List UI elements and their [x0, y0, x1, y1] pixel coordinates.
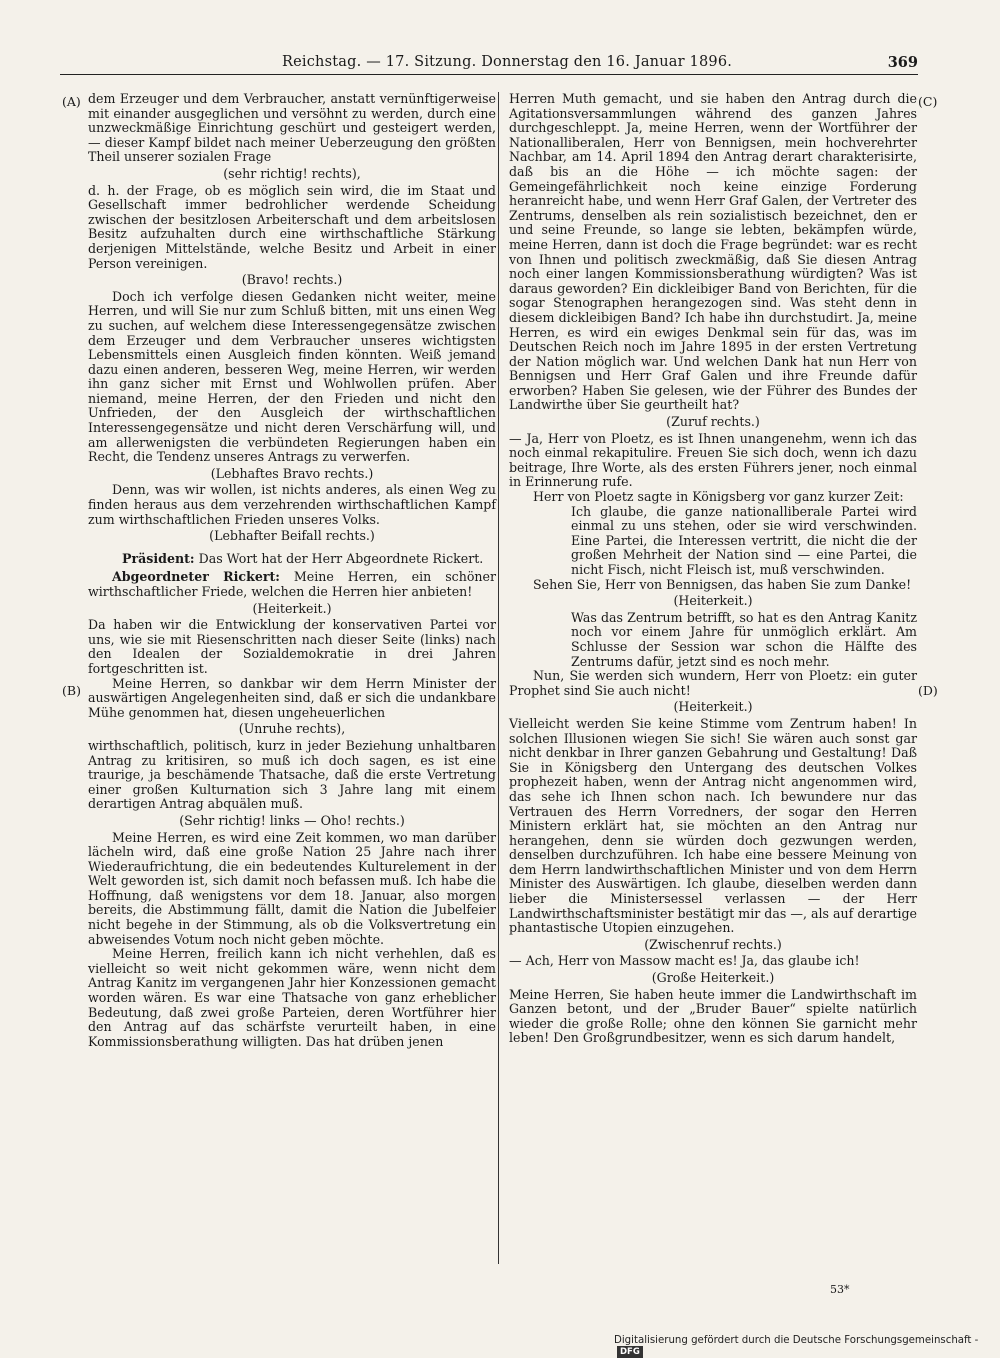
signature-mark: 53*: [830, 1283, 850, 1296]
paragraph: [88, 290, 496, 465]
paragraph-text: — Ja, Herr von Ploetz, es ist Ihnen unangenehm, wenn ich das noch einmal rekapitulire. Freuen Sie sich doch, wenn ich dazu beitrage, Ihre Worte, als des ersten Führers jener, noch einmal in Erinnerung rufe.: [509, 430, 917, 490]
paragraph: [509, 578, 917, 593]
paragraph: [509, 432, 917, 490]
speaker-text: Das Wort hat der Herr Abgeordnete Rickert.: [198, 550, 484, 566]
paragraph: [88, 831, 496, 948]
speaker-paragraph: [88, 552, 496, 567]
paragraph: [509, 92, 917, 413]
footer: [614, 1335, 1000, 1358]
paragraph-text: Da haben wir die Entwicklung der konservativen Partei vor uns, wie sie mit Riesenschritten nach dieser Seite (links) nach den Idealen der Sozialdemokratie in drei Jahren fortgeschritten ist.: [88, 617, 496, 676]
paragraph: [509, 717, 917, 936]
paragraph: [509, 490, 917, 505]
interjection-text: (Lebhaftes Bravo rechts.): [210, 465, 374, 481]
left-column: [88, 92, 496, 1049]
interjection: [88, 467, 496, 482]
interjection: [509, 938, 917, 953]
interjection-text: (Sehr richtig! links — Oho! rechts.): [179, 812, 405, 828]
paragraph: [88, 739, 496, 812]
right-column: [509, 92, 917, 1046]
paragraph-text: d. h. der Frage, ob es möglich sein wird, die im Staat und Gesellschaft immer bedrohlicher werdende Scheidung zwischen der besitzlosen Arbeiterschaft und dem arbeitslosen Besitz aufzuhalten durch eine wirthschaftliche Stärkung derjenigen Mittelstände, welche Besitz und Arbeit in einer Person vereinigen.: [88, 182, 496, 271]
interjection-text: (sehr richtig! rechts),: [223, 165, 361, 181]
margin-mark-d: (D): [918, 683, 938, 698]
margin-mark-b: (B): [62, 683, 81, 698]
paragraph: [88, 184, 496, 272]
interjection-text: (Heiterkeit.): [252, 600, 332, 616]
paragraph-text: Vielleicht werden Sie keine Stimme vom Zentrum haben! In solchen Illusionen wiegen Sie sich! Sie wären auch sonst gar nicht denkbar in Ihrer ganzen Gebahrung und Gestaltung! Daß Sie in Königsberg den Untergang des deutschen Volkes prophezeit haben, wenn der Antrag nicht angenommen wird, das sehe ich Ihnen schon nach. Ich bewundere nur das Vertrauen des Herrn Vorredners, der sogar den Herren Ministern erklärt hat, sie möchten an den Antrag nur herangehen, denn sie würden doch gezwungen werden, denselben durchzuführen. Ich habe eine bessere Meinung von dem Herrn landwirthschaftlichen Minister und von dem Herrn Minister des Auswärtigen. Ich glaube, dieselben werden dann lieber die Ministersessel verlassen — der Herr Landwirthschaftsminister bestätigt mir das —, als auf derartige phantastische Utopien einzugehen.: [509, 715, 917, 936]
paragraph: [88, 677, 496, 721]
page-title: Reichstag. — 17. Sitzung. Donnerstag den 16. Januar 1896.: [282, 54, 733, 70]
paragraph-text: Herren Muth gemacht, und sie haben den Antrag durch die Agitationsversammlungen während des ganzen Jahres durchgeschleppt. Ja, meine Herren, wenn der Wortführer der Nationalliberalen, Herr von Bennigsen, mein hochverehrter Nachbar, am 14. April 1894 den Antrag derart charakterisirte, daß bis an die Höhe — ich möchte sagen: der Gemeingefährlichkeit noch keine einzige Forderung heranreicht habe, und wenn Herr Graf Galen, der Vertreter des Zentrums, denselben als rein sozialistisch bezeichnet, den er und seine Freunde, so lange sie lebten, bekämpfen würde, meine Herren, dann ist doch die Frage begründet: war es recht von Ihnen und politisch zweckmäßig, daß Sie diesen Antrag noch einer langen Kommissionsberathung würdigten? Was ist daraus geworden? Ein dickleibiger Band von Berichten, für die sogar Stenographen herangezogen sind. Was steht denn in diesem dickleibigen Band? Ich habe ihn durchstudirt. Ja, meine Herren, es wird ein ewiges Denkmal sein für das, was im Deutschen Reich noch im Jahre 1895 in der ersten Vertretung der Nation möglich war. Und welchen Dank hat nun Herr von Bennigsen und Herr Graf Galen und ihre Freunde dafür erworben? Haben Sie gelesen, wie der Führer des Bundes der Landwirthe über Sie geurtheilt hat?: [509, 91, 917, 413]
dfg-logo: DFG: [617, 1346, 643, 1358]
interjection: [88, 814, 496, 829]
speaker-text: Meine Herren, ein schöner wirthschaftlicher Friede, welchen die Herren hier anbieten!: [88, 569, 496, 599]
paragraph-text: wirthschaftlich, politisch, kurz in jeder Beziehung unhaltbaren Antrag zu kritisiren, so muß ich doch sagen, es ist eine traurige, ja beschämende Thatsache, daß die erste Vertretung einer großen Kulturnation sich 3 Jahre lang mit einem derartigen Antrag abquälen muß.: [88, 737, 496, 812]
paragraph: [88, 483, 496, 527]
margin-mark-a: (A): [62, 94, 81, 109]
paragraph: [509, 988, 917, 1046]
paragraph-text: Ich glaube, die ganze nationalliberale Partei wird einmal zu uns stehen, oder sie wird verschwinden. Eine Partei, die Interessen vertritt, die nicht die der großen Mehrheit der Nation sind — eine Partei, die nicht Fisch, nicht Fleisch ist, muß verschwinden.: [571, 503, 917, 577]
footer-text: Digitalisierung gefördert durch die Deutsche Forschungsgemeinschaft -: [614, 1335, 979, 1346]
quotation: [571, 505, 917, 578]
margin-mark-c: (C): [918, 94, 938, 109]
paragraph-text: Herr von Ploetz sagte in Königsberg vor ganz kurzer Zeit:: [533, 489, 904, 505]
interjection: [88, 722, 496, 737]
interjection-text: (Heiterkeit.): [673, 699, 753, 715]
paragraph: [509, 669, 917, 698]
paragraph-text: Nun, Sie werden sich wundern, Herr von Ploetz: ein guter Prophet sind Sie auch nicht!: [509, 668, 917, 698]
paragraph: [88, 92, 496, 165]
paragraph: [88, 947, 496, 1049]
paragraph-text: Was das Zentrum betrifft, so hat es den Antrag Kanitz noch vor einem Jahre für unmöglich erklärt. Am Schlusse der Session war schon die Hälfte des Zentrums dafür, jetzt sind es noch mehr.: [571, 609, 917, 669]
interjection-text: (Heiterkeit.): [673, 593, 753, 609]
paragraph-text: Meine Herren, freilich kann ich nicht verhehlen, daß es vielleicht so weit nicht gekommen wäre, wenn nicht dem Antrag Kanitz im vergangenen Jahr hier Konzessionen gemacht worden wären. Es war eine Thatsache von ganz erheblicher Bedeutung, daß zwei große Parteien, deren Wortführer hier den Antrag auf das schärfste verurteilt haben, in eine Kommissionsberathung willigten. Das hat drüben jenen: [88, 946, 496, 1049]
interjection-text: (Bravo! rechts.): [241, 272, 343, 288]
interjection: [509, 415, 917, 430]
speaker-label: Abgeordneter Rickert:: [112, 569, 280, 585]
quotation: [571, 611, 917, 669]
column-divider: [498, 92, 499, 1264]
interjection: [509, 594, 917, 609]
page-header: [60, 52, 918, 75]
paragraph-text: Doch ich verfolge diesen Gedanken nicht weiter, meine Herren, und will Sie nur zum Schluß bitten, mit uns einen Weg zu suchen, auf welchem diese Interessengegensätze zwischen dem Erzeuger und dem Verbraucher unseres wichtigsten Lebensmittels einen Ausgleich finden könnten. Weiß jemand dazu einen anderen, besseren Weg, meine Herren, wir werden ihn ganz sicher mit Ernst und Wohlwollen prüfen. Aber niemand, meine Herren, der den Frieden und nicht den Unfrieden, der den Ausgleich der wirthschaftlichen Interessengegensätze und nicht deren Verschärfung will, und am allerwenigsten die verbündeten Regierungen haben ein Recht, die Tendenz unseres Antrags zu verwerfen.: [88, 288, 496, 465]
page-number: 369: [887, 54, 918, 71]
speaker-label: Präsident:: [122, 550, 195, 566]
paragraph-text: dem Erzeuger und dem Verbraucher, anstatt vernünftigerweise mit einander ausgeglichen und versöhnt zu werden, durch eine unzweckmäßige Einrichtung geschürt und gesteigert werden, — dieser Kampf bildet nach meiner Ueberzeugung den größten Theil unserer sozialen Frage: [88, 91, 496, 165]
interjection-text: (Große Heiterkeit.): [651, 970, 775, 986]
paragraph-text: Meine Herren, es wird eine Zeit kommen, wo man darüber lächeln wird, daß eine große Nation 25 Jahre nach ihrer Wiederaufrichtung, die ein bedeutendes Kulturelement in der Welt geworden ist, sich damit noch befassen muß. Ich habe die Hoffnung, daß wenigstens vor dem 18. Januar, also morgen bereits, die Abstimmung fällt, damit die Nation die Jubelfeier nicht begehe in der Stimmung, als ob die Volksvertretung ein abweisendes Votum noch nicht geben möchte.: [88, 829, 496, 947]
interjection: [509, 700, 917, 715]
interjection-text: (Zuruf rechts.): [666, 414, 760, 430]
interjection: [509, 971, 917, 986]
interjection: [88, 167, 496, 182]
interjection-text: (Lebhafter Beifall rechts.): [209, 528, 375, 544]
paragraph-text: Meine Herren, Sie haben heute immer die Landwirthschaft im Ganzen betont, und der „Bruder Bauer“ spielte natürlich wieder die große Rolle; ohne den können Sie garnicht mehr leben! Den Großgrundbesitzer, wenn es sich darum handelt,: [509, 986, 917, 1046]
interjection: [88, 273, 496, 288]
interjection-text: (Unruhe rechts),: [238, 721, 346, 737]
paragraph: [509, 954, 917, 969]
paragraph-text: — Ach, Herr von Massow macht es! Ja, das glaube ich!: [509, 953, 860, 969]
interjection-text: (Zwischenruf rechts.): [644, 936, 782, 952]
interjection: [88, 529, 496, 544]
paragraph-text: Meine Herren, so dankbar wir dem Herrn Minister der auswärtigen Angelegenheiten sind, daß er sich die undankbare Mühe genommen hat, diesen ungeheuerlichen: [88, 675, 496, 720]
paragraph: [88, 618, 496, 676]
speaker-paragraph: [88, 570, 496, 599]
paragraph-text: Sehen Sie, Herr von Bennigsen, das haben Sie zum Danke!: [533, 576, 912, 592]
interjection: [88, 602, 496, 617]
paragraph-text: Denn, was wir wollen, ist nichts anderes, als einen Weg zu finden heraus aus dem verzehrenden wirthschaftlichen Kampf zum wirthschaftlichen Frieden unseres Volks.: [88, 482, 496, 527]
